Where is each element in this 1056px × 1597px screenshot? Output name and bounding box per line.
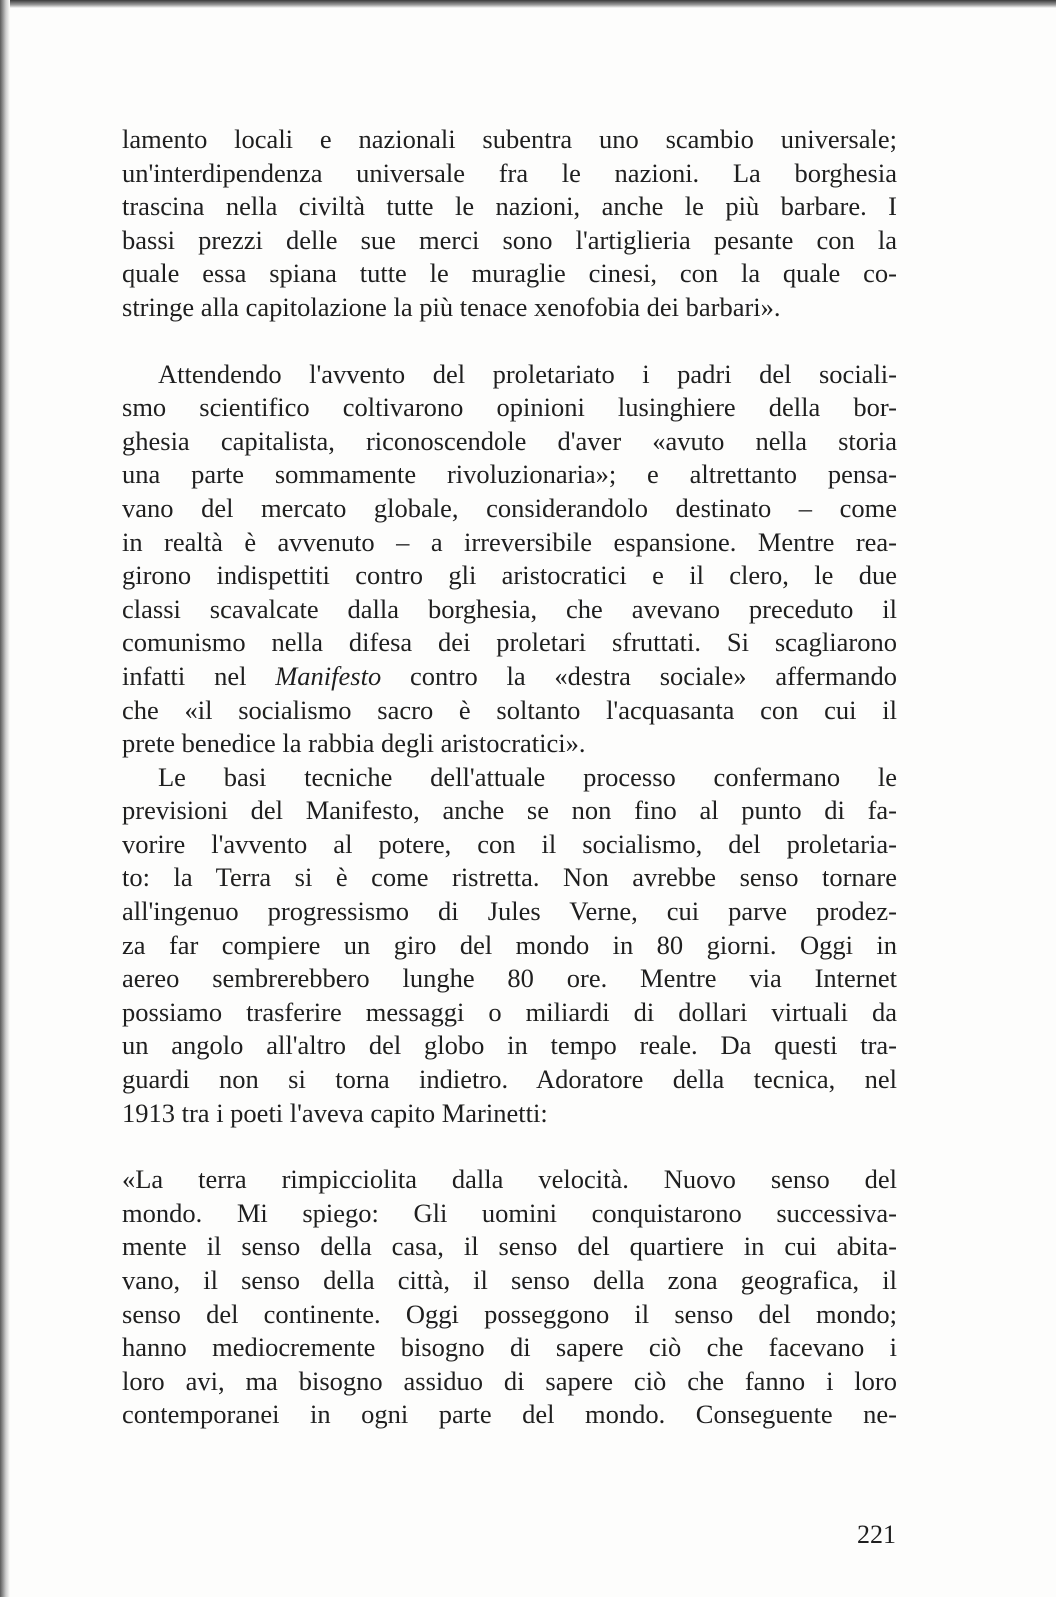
body-text (122, 123, 897, 1432)
text-line: possiamo trasferire messaggi o miliardi di dollari virtuali da (122, 996, 897, 1027)
text-line: all'ingenuo progressismo di Jules Verne, cui parve prodez- (122, 896, 897, 927)
quote-line: mente il senso della casa, il senso del quartiere in cui abita- (122, 1231, 897, 1262)
text-line: una parte sommamente rivoluzionaria»; e altrettanto pensa- (122, 459, 897, 490)
text-line: previsioni del Manifesto, anche se non fino al punto di fa- (122, 795, 897, 826)
text-line: Le basi tecniche dell'attuale processo confermano le (158, 761, 897, 792)
text-line: za far compiere un giro del mondo in 80 giorni. Oggi in (122, 929, 897, 960)
text-line: bassi prezzi delle sue merci sono l'artiglieria pesante con la (122, 224, 897, 255)
text-line: lamento locali e nazionali subentra uno scambio universale; (122, 124, 897, 154)
text-line-italic-title (122, 660, 897, 694)
paragraph-gap (122, 1130, 897, 1163)
book-title-manifesto: Manifesto (275, 660, 382, 691)
text-line: classi scavalcate dalla borghesia, che avevano preceduto il (122, 593, 897, 624)
text-line: in realtà è avvenuto – a irreversibile espansione. Mentre rea- (122, 526, 897, 557)
text-fragment: infatti nel (122, 660, 276, 691)
text-line: quale essa spiana tutte le muraglie cinesi, con la quale co- (122, 258, 897, 289)
quote-line: loro avi, ma bisogno assiduo di sapere ciò che fanno i loro (122, 1365, 897, 1396)
text-line: che «il socialismo sacro è soltanto l'acquasanta con cui il (122, 694, 897, 725)
text-line: prete benedice la rabbia degli aristocratici». (122, 728, 586, 759)
text-line: 1913 tra i poeti l'aveva capito Marinetti: (122, 1097, 548, 1128)
quote-line: «La terra rimpicciolita dalla velocità. Nuovo senso del (122, 1164, 897, 1195)
quote-line: senso del continente. Oggi posseggono il senso del mondo; (122, 1298, 897, 1329)
text-line: comunismo nella difesa dei proletari sfruttati. Si scagliarono (122, 627, 897, 658)
text-line: stringe alla capitolazione la più tenace xenofobia dei barbari». (122, 291, 781, 322)
scan-top-edge (0, 0, 1056, 8)
paragraph-gap (122, 325, 897, 358)
quote-line: mondo. Mi spiego: Gli uomini conquistarono successiva- (122, 1197, 897, 1228)
text-line: un angolo all'altro del globo in tempo reale. Da questi tra- (122, 1030, 897, 1061)
text-line: Attendendo l'avvento del proletariato i padri del sociali- (158, 358, 897, 389)
page-number: 221 (857, 1520, 896, 1549)
text-line: aereo sembrerebbero lunghe 80 ore. Mentre via Internet (122, 963, 897, 994)
text-line: guardi non si torna indietro. Adoratore della tecnica, nel (122, 1064, 897, 1095)
quote-line: hanno mediocremente bisogno di sapere ciò che facevano i (122, 1332, 897, 1363)
text-line: un'interdipendenza universale fra le nazioni. La borghesia (122, 157, 897, 188)
text-line: vorire l'avvento al potere, con il socialismo, del proletaria- (122, 828, 897, 859)
text-line: ghesia capitalista, riconoscendole d'aver «avuto nella storia (122, 425, 897, 456)
quote-line: contemporanei in ogni parte del mondo. Conseguente ne- (122, 1399, 897, 1430)
scan-left-edge (0, 0, 10, 1597)
text-line: girono indispettiti contro gli aristocratici e il clero, le due (122, 560, 897, 591)
text-line: trascina nella civiltà tutte le nazioni, anche le più barbare. I (122, 191, 897, 222)
quote-line: vano, il senso della città, il senso della zona geografica, il (122, 1265, 897, 1295)
text-line: to: la Terra si è come ristretta. Non avrebbe senso tornare (122, 862, 897, 893)
text-line: smo scientifico coltivarono opinioni lusinghiere della bor- (122, 392, 897, 423)
text-fragment: contro la «destra sociale» affermando (381, 660, 897, 691)
text-line: vano del mercato globale, considerandolo destinato – come (122, 492, 897, 523)
